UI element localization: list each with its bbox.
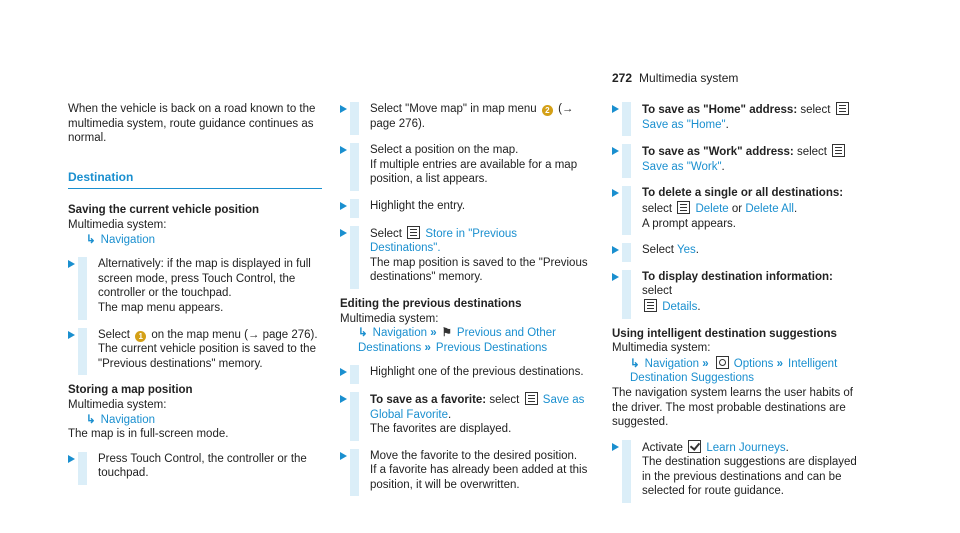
chevron-right-icon: »	[424, 341, 431, 354]
step-bar	[78, 452, 87, 485]
step-item	[612, 243, 862, 258]
step-arrow-icon	[612, 273, 619, 281]
section-rule	[68, 188, 322, 189]
step-result: The map position is saved to the "Previous destinations" memory.	[370, 256, 588, 284]
step-text: To save as a favorite: select Save as Global Favorite.	[370, 393, 585, 421]
step-text: Activate Learn Journeys.	[642, 441, 789, 454]
heading-edit-previous: Editing the previous destinations	[340, 297, 522, 310]
column-2	[340, 102, 590, 504]
step-item	[68, 328, 318, 372]
step-arrow-icon	[340, 452, 347, 460]
menu-path	[68, 413, 318, 428]
link-details: Details	[662, 300, 698, 313]
step-arrow-icon	[68, 455, 75, 463]
step-arrow-icon	[612, 246, 619, 254]
step-arrow-icon	[68, 260, 75, 268]
step-bar	[622, 102, 631, 136]
step-item	[68, 257, 318, 315]
path-navigation: Navigation	[100, 233, 155, 246]
link-delete-all: Delete All	[745, 202, 794, 215]
step-arrow-icon	[340, 202, 347, 210]
step-item	[612, 270, 862, 315]
step-arrow-icon	[340, 368, 347, 376]
step-result: If multiple entries are available for a map position, a list appears.	[370, 158, 578, 186]
step-item	[612, 102, 862, 132]
step-item	[340, 392, 590, 437]
step-item	[340, 226, 590, 285]
step-arrow-icon	[340, 229, 347, 237]
step-item	[340, 199, 590, 214]
column-3	[612, 102, 862, 511]
menu-icon	[644, 299, 657, 312]
step-bar	[622, 186, 631, 235]
link-save-home: Save as "Home"	[642, 118, 726, 131]
step-bar	[350, 226, 359, 289]
step-arrow-icon	[612, 147, 619, 155]
chevron-right-icon: »	[776, 357, 784, 370]
menu-path: ↳ Navigation » ⚑ Previous and Other Destinations » Previous Destinations	[358, 327, 556, 354]
step-bar	[350, 449, 359, 497]
path-arrow-icon: ↳	[86, 413, 96, 426]
step-text: To delete a single or all destinations: select Delete or Delete All.	[642, 187, 844, 215]
step-text: To save as "Work" address: select Save as "Work".	[642, 144, 862, 174]
callout-2-icon: 2	[542, 105, 553, 116]
header-section: Multimedia system	[639, 71, 739, 85]
step-arrow-icon	[340, 395, 347, 403]
step-arrow-icon	[340, 105, 347, 113]
step-bar	[622, 270, 631, 319]
link-save-work: Save as "Work"	[642, 160, 722, 173]
step-text: Move the favorite to the desired position.	[370, 449, 578, 462]
system-label: Multimedia system:	[612, 342, 711, 355]
step-result: The current vehicle position is saved to the "Previous destinations" memory.	[98, 343, 316, 370]
paragraph: The map is in full-screen mode.	[68, 428, 229, 441]
paragraph: The navigation system learns the user habits of the driver. The most probable destinations are suggested.	[612, 386, 853, 429]
step-text: Select Yes.	[642, 244, 699, 257]
link-yes: Yes	[676, 244, 696, 257]
system-label: Multimedia system:	[68, 398, 167, 411]
step-arrow-icon	[612, 189, 619, 197]
step-text: Highlight one of the previous destinations.	[370, 366, 584, 379]
step-result: The favorites are displayed.	[370, 423, 512, 436]
intro-text: When the vehicle is back on a road known to the multimedia system, route guidance continues as normal.	[68, 103, 316, 145]
callout-1-icon: 1	[135, 331, 146, 342]
page-number: 272	[612, 71, 633, 85]
column-1	[68, 102, 318, 493]
path-arrow-icon: ↳	[86, 233, 96, 246]
step-arrow-icon	[340, 146, 347, 154]
path-arrow-icon: ↳	[630, 357, 640, 370]
step-text: Highlight the entry.	[370, 199, 466, 212]
options-icon	[716, 356, 729, 369]
step-bar	[350, 143, 359, 191]
menu-icon	[832, 144, 845, 157]
checkbox-icon	[688, 440, 701, 453]
step-text: Select 1 on the map menu (→ page 276).	[98, 328, 318, 341]
step-result: The map menu appears.	[98, 301, 224, 314]
chevron-right-icon: »	[702, 357, 709, 370]
step-text: To save as "Home" address: select Save as "Home".	[642, 102, 862, 132]
step-item	[612, 440, 862, 499]
link-learn-journeys: Learn Journeys	[706, 441, 786, 454]
step-item	[612, 144, 862, 174]
path-navigation: Navigation	[100, 413, 155, 426]
link-store-previous: Store in "Previous Destinations".	[370, 227, 518, 255]
step-arrow-icon	[612, 105, 619, 113]
step-bar	[622, 243, 631, 262]
menu-icon	[525, 392, 538, 405]
step-text: Alternatively: if the map is displayed in full screen mode, press Touch Control, the controller or the touchpad.	[98, 258, 311, 300]
step-result: If a favorite has already been added at this position, it will be overwritten.	[370, 464, 588, 491]
step-bar	[350, 365, 359, 384]
system-label: Multimedia system:	[340, 312, 439, 325]
step-text: Select "Move map" in map menu 2 (→ page 276).	[370, 103, 574, 130]
heading-save-position: Saving the current vehicle position	[68, 204, 260, 217]
link-delete: Delete	[695, 202, 729, 215]
step-item	[340, 449, 590, 493]
heading-intelligent: Using intelligent destination suggestions	[612, 327, 837, 340]
step-text: Press Touch Control, the controller or the touchpad.	[98, 452, 307, 480]
menu-icon	[836, 102, 849, 115]
step-bar	[78, 328, 87, 376]
step-item	[340, 365, 590, 380]
path-arrow-icon: ↳	[358, 327, 368, 340]
step-text: To display destination information: select Details.	[642, 270, 833, 313]
step-item	[68, 452, 318, 481]
step-bar	[622, 440, 631, 503]
step-arrow-icon	[68, 331, 75, 339]
step-item	[340, 143, 590, 187]
menu-icon	[677, 201, 690, 214]
step-item	[340, 102, 590, 131]
step-bar	[350, 199, 359, 218]
step-bar	[350, 102, 359, 135]
chevron-right-icon: »	[430, 327, 437, 340]
link-save-favorite: Save as Global Favorite	[370, 393, 585, 421]
system-label: Multimedia system:	[68, 218, 167, 231]
heading-store-map: Storing a map position	[68, 384, 193, 397]
menu-path: ↳ Navigation » Options » Intelligent Destination Suggestions	[630, 357, 838, 385]
section-title: Destination	[68, 169, 134, 184]
menu-path	[68, 233, 318, 248]
step-result: The destination suggestions are displayed in the previous destinations and can be selected for route guidance.	[642, 456, 857, 498]
step-bar	[78, 257, 87, 319]
flag-icon: ⚑	[441, 327, 452, 340]
step-text: Select a position on the map.	[370, 144, 519, 157]
step-bar	[622, 144, 631, 178]
step-item	[612, 186, 862, 231]
page-header	[612, 71, 738, 85]
step-bar	[350, 392, 359, 441]
menu-icon	[407, 226, 420, 239]
step-result: A prompt appears.	[642, 217, 736, 230]
step-text: Select Store in "Previous Destinations".	[370, 227, 518, 255]
step-arrow-icon	[612, 443, 619, 451]
